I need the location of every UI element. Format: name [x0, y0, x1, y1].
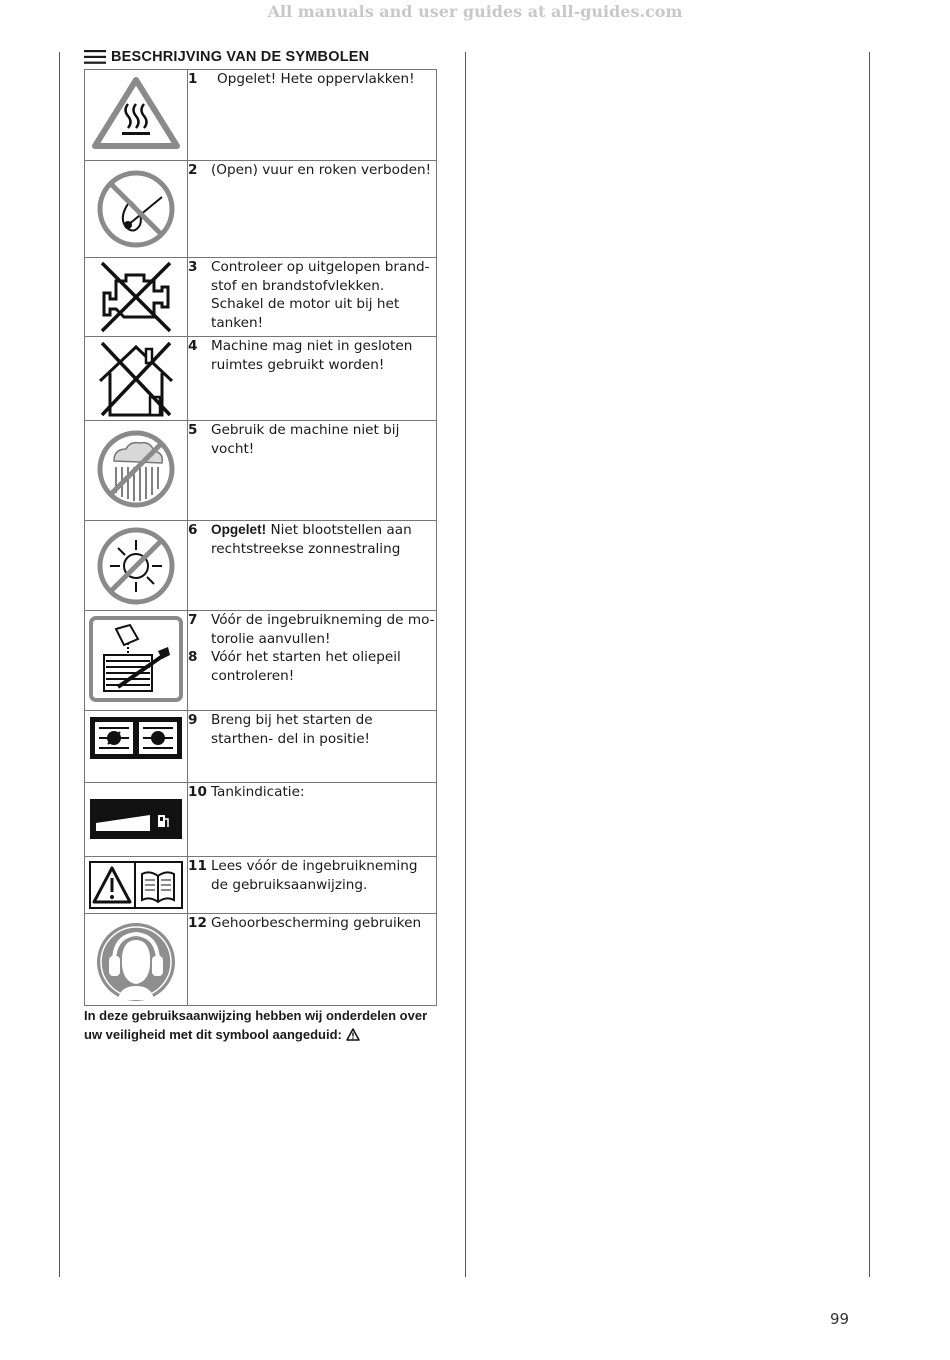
- item-number: 3: [188, 259, 198, 275]
- item-text: Machine mag niet in gesloten ruimtes gebruikt worden!: [211, 338, 413, 373]
- text-cell: [188, 258, 437, 337]
- symbol-item: [188, 161, 436, 180]
- engine-crossed-icon: [94, 259, 178, 335]
- symbol-row: [85, 421, 437, 521]
- icon-cell: [85, 421, 188, 521]
- symbol-item: [188, 337, 436, 374]
- section-title: BESCHRIJVING VAN DE SYMBOLEN: [111, 49, 370, 65]
- text-cell: [188, 161, 437, 258]
- menu-lines-icon: [84, 49, 106, 65]
- item-number: 8: [188, 649, 198, 665]
- item-number: 12: [188, 915, 207, 931]
- symbol-row: [85, 711, 437, 783]
- item-text-rest: Niet blootstellen aan rechtstreekse zonnestraling: [211, 522, 412, 557]
- icon-cell: [85, 337, 188, 421]
- icon-cell: [85, 161, 188, 258]
- icon-cell: [85, 258, 188, 337]
- symbol-item: [188, 711, 436, 748]
- section-heading: [84, 47, 369, 67]
- symbol-row: [85, 914, 437, 1006]
- oil-fill-check-icon: [88, 615, 184, 703]
- symbol-row: [85, 258, 437, 337]
- text-cell: [188, 611, 437, 711]
- read-manual-icon: [88, 860, 184, 910]
- symbol-item: [188, 648, 436, 685]
- icon-cell: [85, 521, 188, 611]
- symbol-item: [188, 258, 436, 332]
- icon-cell: [85, 914, 188, 1006]
- warning-triangle-icon: [346, 1028, 360, 1041]
- item-text: Controleer op uitgelopen brand- stof en brandstofvlekken. Schakel de motor uit bij het tanken!: [211, 259, 430, 331]
- symbol-row: [85, 161, 437, 258]
- symbol-item: [188, 611, 436, 648]
- no-fire-no-smoking-icon: [94, 167, 178, 251]
- item-number: 6: [188, 522, 198, 538]
- no-sun-icon: [94, 524, 178, 608]
- text-cell: [188, 421, 437, 521]
- hearing-protection-icon: [94, 920, 178, 1004]
- item-number: 10: [188, 784, 207, 800]
- watermark: All manuals and user guides at all-guides.com: [267, 2, 683, 21]
- item-number: 2: [188, 162, 198, 178]
- item-text: (Open) vuur en roken verboden!: [211, 162, 432, 178]
- item-text-lead: Opgelet!: [211, 522, 267, 537]
- symbols-table: [84, 69, 437, 1006]
- page-number: 99: [830, 1310, 850, 1328]
- item-text: Gebruik de machine niet bij vocht!: [211, 422, 400, 457]
- right-margin-rule: [869, 52, 870, 1277]
- item-number: 1: [188, 71, 198, 87]
- item-text: Opgelet! Hete oppervlakken!: [217, 71, 415, 87]
- text-cell: [188, 70, 437, 161]
- item-text: Vóór het starten het oliepeil controleren!: [211, 649, 401, 684]
- choke-position-icon: [88, 715, 184, 761]
- symbol-item: [188, 70, 436, 89]
- item-number: 9: [188, 712, 198, 728]
- symbol-row: [85, 70, 437, 161]
- symbol-item: [188, 421, 436, 458]
- text-cell: [188, 711, 437, 783]
- item-text: [211, 521, 436, 558]
- icon-cell: [85, 783, 188, 857]
- icon-cell: [85, 857, 188, 914]
- house-crossed-icon: [94, 339, 178, 419]
- symbol-row: [85, 783, 437, 857]
- text-cell: [188, 521, 437, 611]
- symbol-row: [85, 857, 437, 914]
- safety-note: [84, 1006, 444, 1044]
- text-cell: [188, 857, 437, 914]
- text-cell: [188, 914, 437, 1006]
- symbol-row: [85, 611, 437, 711]
- icon-cell: [85, 611, 188, 711]
- item-text: Vóór de ingebruikneming de mo- torolie aanvullen!: [211, 612, 435, 647]
- symbol-item: [188, 857, 436, 894]
- no-rain-icon: [94, 427, 178, 511]
- fuel-gauge-icon: [88, 797, 184, 841]
- item-text: Lees vóór de ingebruikneming de gebruiksaanwijzing.: [211, 858, 418, 893]
- text-cell: [188, 783, 437, 857]
- item-number: 4: [188, 338, 198, 354]
- item-text: Tankindicatie:: [211, 784, 305, 800]
- text-cell: [188, 337, 437, 421]
- icon-cell: [85, 70, 188, 161]
- symbol-row: [85, 337, 437, 421]
- item-number: 5: [188, 422, 198, 438]
- symbol-item: [188, 783, 436, 802]
- column-divider-rule: [465, 52, 466, 1277]
- icon-cell: [85, 711, 188, 783]
- hot-surface-warning-icon: [91, 74, 181, 154]
- safety-note-text: In deze gebruiksaanwijzing hebben wij onderdelen over uw veiligheid met dit symbool aangeduid:: [84, 1008, 428, 1042]
- item-number: 11: [188, 858, 207, 874]
- item-number: 7: [188, 612, 198, 628]
- item-text: Gehoorbescherming gebruiken: [211, 915, 422, 931]
- symbol-item: [188, 914, 436, 933]
- symbol-row: [85, 521, 437, 611]
- item-text: Breng bij het starten de starthen- del in positie!: [211, 712, 373, 747]
- symbol-item: [188, 521, 436, 558]
- left-margin-rule: [59, 52, 60, 1277]
